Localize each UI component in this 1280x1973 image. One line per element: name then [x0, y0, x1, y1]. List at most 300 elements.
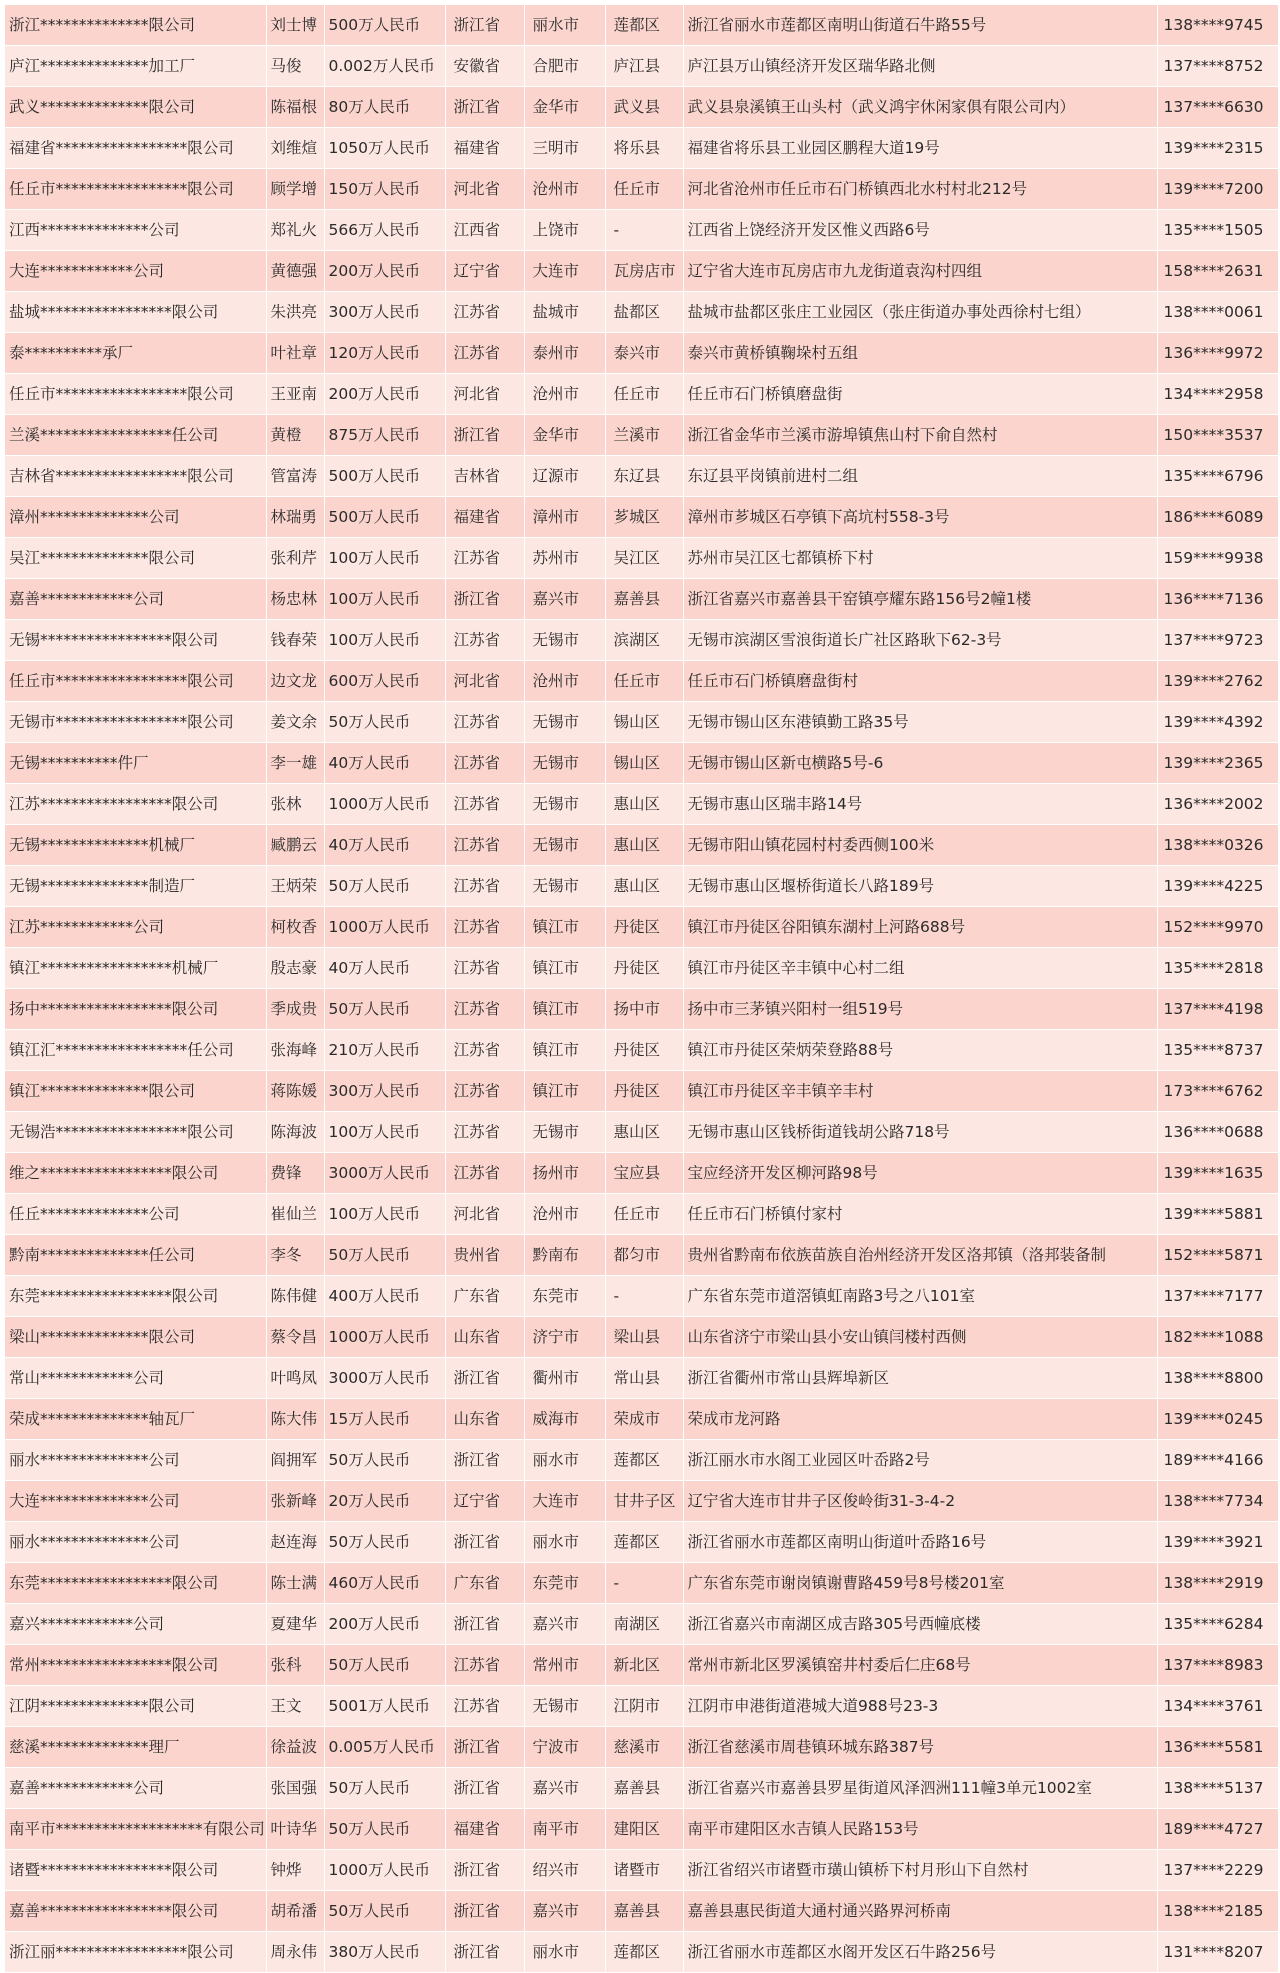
city-cell: 漳州市	[524, 497, 605, 538]
province-cell: 吉林省	[445, 456, 524, 497]
city-cell: 镇江市	[524, 989, 605, 1030]
address-cell: 无锡市滨湖区雪浪街道长广社区路耿下62-3号	[683, 620, 1157, 661]
province-cell: 江苏省	[445, 538, 524, 579]
legal-rep-cell: 陈海波	[266, 1112, 324, 1153]
district-cell: 梁山县	[605, 1317, 683, 1358]
registered-capital-cell: 566万人民币	[324, 210, 445, 251]
city-cell: 辽源市	[524, 456, 605, 497]
address-cell: 无锡市惠山区瑞丰路14号	[683, 784, 1157, 825]
legal-rep-cell: 张新峰	[266, 1481, 324, 1522]
legal-rep-cell: 张利芹	[266, 538, 324, 579]
table-row	[5, 1399, 1278, 1440]
phone-cell: 139****4392	[1157, 702, 1278, 743]
phone-cell: 134****3761	[1157, 1686, 1278, 1727]
registered-capital-cell: 100万人民币	[324, 538, 445, 579]
address-cell: 浙江省丽水市莲都区南明山街道石牛路55号	[683, 5, 1157, 46]
legal-rep-cell: 胡希潘	[266, 1891, 324, 1932]
province-cell: 浙江省	[445, 415, 524, 456]
registered-capital-cell: 50万人民币	[324, 989, 445, 1030]
registered-capital-cell: 0.005万人民币	[324, 1727, 445, 1768]
registered-capital-cell: 500万人民币	[324, 5, 445, 46]
address-cell: 浙江省丽水市莲都区水阁开发区石牛路256号	[683, 1932, 1157, 1973]
registered-capital-cell: 3000万人民币	[324, 1153, 445, 1194]
city-cell: 丽水市	[524, 5, 605, 46]
district-cell: 嘉善县	[605, 1891, 683, 1932]
company-name-cell: 诸暨*****************限公司	[5, 1850, 266, 1891]
address-cell: 广东省东莞市谢岗镇谢曹路459号8号楼201室	[683, 1563, 1157, 1604]
address-cell: 浙江省绍兴市诸暨市璜山镇桥下村月形山下自然村	[683, 1850, 1157, 1891]
city-cell: 东莞市	[524, 1563, 605, 1604]
district-cell: 丹徒区	[605, 1071, 683, 1112]
company-name-cell: 扬中*****************限公司	[5, 989, 266, 1030]
company-name-cell: 维之*****************限公司	[5, 1153, 266, 1194]
province-cell: 江苏省	[445, 1112, 524, 1153]
city-cell: 无锡市	[524, 784, 605, 825]
company-name-cell: 嘉善*****************限公司	[5, 1891, 266, 1932]
address-cell: 贵州省黔南布依族苗族自治州经济开发区洛邦镇（洛邦装备制	[683, 1235, 1157, 1276]
address-cell: 宝应经济开发区柳河路98号	[683, 1153, 1157, 1194]
table-row	[5, 743, 1278, 784]
table-row	[5, 1604, 1278, 1645]
city-cell: 无锡市	[524, 866, 605, 907]
registered-capital-cell: 300万人民币	[324, 1071, 445, 1112]
table-row	[5, 1276, 1278, 1317]
table-row	[5, 620, 1278, 661]
district-cell: 诸暨市	[605, 1850, 683, 1891]
district-cell: 常山县	[605, 1358, 683, 1399]
table-row	[5, 46, 1278, 87]
company-name-cell: 慈溪**************理厂	[5, 1727, 266, 1768]
registered-capital-cell: 100万人民币	[324, 1112, 445, 1153]
legal-rep-cell: 叶诗华	[266, 1809, 324, 1850]
city-cell: 丽水市	[524, 1522, 605, 1563]
city-cell: 无锡市	[524, 825, 605, 866]
city-cell: 镇江市	[524, 1071, 605, 1112]
table-row	[5, 292, 1278, 333]
legal-rep-cell: 王文	[266, 1686, 324, 1727]
legal-rep-cell: 叶社章	[266, 333, 324, 374]
city-cell: 金华市	[524, 87, 605, 128]
province-cell: 浙江省	[445, 1768, 524, 1809]
district-cell: 惠山区	[605, 866, 683, 907]
district-cell: 甘井子区	[605, 1481, 683, 1522]
legal-rep-cell: 杨忠林	[266, 579, 324, 620]
company-name-cell: 无锡**************机械厂	[5, 825, 266, 866]
district-cell: 莲都区	[605, 1932, 683, 1973]
city-cell: 沧州市	[524, 169, 605, 210]
city-cell: 嘉兴市	[524, 1768, 605, 1809]
table-row	[5, 333, 1278, 374]
district-cell: 兰溪市	[605, 415, 683, 456]
address-cell: 福建省将乐县工业园区鹏程大道19号	[683, 128, 1157, 169]
city-cell: 宁波市	[524, 1727, 605, 1768]
company-name-cell: 嘉兴************公司	[5, 1604, 266, 1645]
address-cell: 武义县泉溪镇王山头村（武义鸿宇休闲家俱有限公司内）	[683, 87, 1157, 128]
address-cell: 山东省济宁市梁山县小安山镇闫楼村西侧	[683, 1317, 1157, 1358]
phone-cell: 137****4198	[1157, 989, 1278, 1030]
city-cell: 三明市	[524, 128, 605, 169]
district-cell: 荣成市	[605, 1399, 683, 1440]
city-cell: 嘉兴市	[524, 579, 605, 620]
province-cell: 浙江省	[445, 1604, 524, 1645]
company-name-cell: 嘉善************公司	[5, 579, 266, 620]
registered-capital-cell: 50万人民币	[324, 1440, 445, 1481]
table-row	[5, 1112, 1278, 1153]
province-cell: 浙江省	[445, 1932, 524, 1973]
company-name-cell: 任丘**************公司	[5, 1194, 266, 1235]
company-name-cell: 庐江**************加工厂	[5, 46, 266, 87]
province-cell: 江苏省	[445, 784, 524, 825]
district-cell: 莲都区	[605, 1522, 683, 1563]
company-name-cell: 丽水**************公司	[5, 1522, 266, 1563]
phone-cell: 138****2919	[1157, 1563, 1278, 1604]
registered-capital-cell: 300万人民币	[324, 292, 445, 333]
address-cell: 苏州市吴江区七都镇桥下村	[683, 538, 1157, 579]
legal-rep-cell: 钟烨	[266, 1850, 324, 1891]
district-cell: 庐江县	[605, 46, 683, 87]
registered-capital-cell: 1000万人民币	[324, 1317, 445, 1358]
registered-capital-cell: 380万人民币	[324, 1932, 445, 1973]
company-name-cell: 江苏*****************限公司	[5, 784, 266, 825]
district-cell: 吴江区	[605, 538, 683, 579]
table-row	[5, 1932, 1278, 1973]
company-name-cell: 无锡*****************限公司	[5, 620, 266, 661]
city-cell: 东莞市	[524, 1276, 605, 1317]
registered-capital-cell: 40万人民币	[324, 825, 445, 866]
phone-cell: 135****2818	[1157, 948, 1278, 989]
company-name-cell: 吉林省*****************限公司	[5, 456, 266, 497]
company-name-cell: 江西**************公司	[5, 210, 266, 251]
district-cell: 南湖区	[605, 1604, 683, 1645]
phone-cell: 137****2229	[1157, 1850, 1278, 1891]
province-cell: 福建省	[445, 497, 524, 538]
district-cell: 建阳区	[605, 1809, 683, 1850]
table-row	[5, 1563, 1278, 1604]
company-name-cell: 梁山**************限公司	[5, 1317, 266, 1358]
phone-cell: 189****4727	[1157, 1809, 1278, 1850]
company-name-cell: 荣成**************轴瓦厂	[5, 1399, 266, 1440]
legal-rep-cell: 赵连海	[266, 1522, 324, 1563]
registered-capital-cell: 1000万人民币	[324, 1850, 445, 1891]
province-cell: 浙江省	[445, 87, 524, 128]
registered-capital-cell: 500万人民币	[324, 456, 445, 497]
address-cell: 任丘市石门桥镇付家村	[683, 1194, 1157, 1235]
city-cell: 上饶市	[524, 210, 605, 251]
registered-capital-cell: 80万人民币	[324, 87, 445, 128]
address-cell: 扬中市三茅镇兴阳村一组519号	[683, 989, 1157, 1030]
address-cell: 无锡市锡山区新屯横路5号-6	[683, 743, 1157, 784]
company-name-cell: 无锡浩*****************限公司	[5, 1112, 266, 1153]
phone-cell: 136****7136	[1157, 579, 1278, 620]
district-cell: 丹徒区	[605, 1030, 683, 1071]
province-cell: 江苏省	[445, 1645, 524, 1686]
company-name-cell: 任丘市*****************限公司	[5, 661, 266, 702]
city-cell: 沧州市	[524, 661, 605, 702]
table-row	[5, 538, 1278, 579]
address-cell: 任丘市石门桥镇磨盘街	[683, 374, 1157, 415]
province-cell: 浙江省	[445, 1358, 524, 1399]
city-cell: 南平市	[524, 1809, 605, 1850]
phone-cell: 138****9745	[1157, 5, 1278, 46]
city-cell: 合肥市	[524, 46, 605, 87]
province-cell: 安徽省	[445, 46, 524, 87]
phone-cell: 138****0061	[1157, 292, 1278, 333]
province-cell: 江苏省	[445, 702, 524, 743]
legal-rep-cell: 崔仙兰	[266, 1194, 324, 1235]
table-row	[5, 989, 1278, 1030]
province-cell: 浙江省	[445, 579, 524, 620]
city-cell: 镇江市	[524, 1030, 605, 1071]
province-cell: 江苏省	[445, 743, 524, 784]
company-name-cell: 江阴**************限公司	[5, 1686, 266, 1727]
district-cell: 莲都区	[605, 1440, 683, 1481]
table-row	[5, 661, 1278, 702]
city-cell: 绍兴市	[524, 1850, 605, 1891]
city-cell: 嘉兴市	[524, 1891, 605, 1932]
company-name-cell: 南平市*******************有限公司	[5, 1809, 266, 1850]
phone-cell: 136****0688	[1157, 1112, 1278, 1153]
city-cell: 苏州市	[524, 538, 605, 579]
city-cell: 无锡市	[524, 1686, 605, 1727]
district-cell: 扬中市	[605, 989, 683, 1030]
company-name-cell: 常州*****************限公司	[5, 1645, 266, 1686]
company-name-cell: 浙江**************限公司	[5, 5, 266, 46]
phone-cell: 137****9723	[1157, 620, 1278, 661]
registered-capital-cell: 400万人民币	[324, 1276, 445, 1317]
company-name-cell: 任丘市*****************限公司	[5, 374, 266, 415]
address-cell: 镇江市丹徒区辛丰镇中心村二组	[683, 948, 1157, 989]
company-name-cell: 镇江**************限公司	[5, 1071, 266, 1112]
province-cell: 江苏省	[445, 620, 524, 661]
city-cell: 大连市	[524, 251, 605, 292]
city-cell: 济宁市	[524, 1317, 605, 1358]
phone-cell: 159****9938	[1157, 538, 1278, 579]
legal-rep-cell: 叶鸣凤	[266, 1358, 324, 1399]
legal-rep-cell: 陈大伟	[266, 1399, 324, 1440]
registered-capital-cell: 40万人民币	[324, 743, 445, 784]
phone-cell: 138****5137	[1157, 1768, 1278, 1809]
province-cell: 江西省	[445, 210, 524, 251]
legal-rep-cell: 臧鹏云	[266, 825, 324, 866]
legal-rep-cell: 季成贵	[266, 989, 324, 1030]
registered-capital-cell: 50万人民币	[324, 1768, 445, 1809]
province-cell: 福建省	[445, 128, 524, 169]
district-cell: 瓦房店市	[605, 251, 683, 292]
phone-cell: 137****7177	[1157, 1276, 1278, 1317]
province-cell: 江苏省	[445, 292, 524, 333]
legal-rep-cell: 刘士博	[266, 5, 324, 46]
district-cell: -	[605, 1563, 683, 1604]
registered-capital-cell: 1050万人民币	[324, 128, 445, 169]
city-cell: 泰州市	[524, 333, 605, 374]
phone-cell: 138****8800	[1157, 1358, 1278, 1399]
province-cell: 浙江省	[445, 1440, 524, 1481]
registered-capital-cell: 50万人民币	[324, 702, 445, 743]
address-cell: 常州市新北区罗溪镇窑井村委后仁庄68号	[683, 1645, 1157, 1686]
city-cell: 常州市	[524, 1645, 605, 1686]
legal-rep-cell: 林瑞勇	[266, 497, 324, 538]
table-row	[5, 415, 1278, 456]
legal-rep-cell: 张科	[266, 1645, 324, 1686]
district-cell: 丹徒区	[605, 948, 683, 989]
table-row	[5, 579, 1278, 620]
phone-cell: 139****3921	[1157, 1522, 1278, 1563]
address-cell: 江阴市申港街道港城大道988号23-3	[683, 1686, 1157, 1727]
legal-rep-cell: 殷志豪	[266, 948, 324, 989]
table-row	[5, 1481, 1278, 1522]
company-name-cell: 嘉善************公司	[5, 1768, 266, 1809]
legal-rep-cell: 姜文余	[266, 702, 324, 743]
city-cell: 盐城市	[524, 292, 605, 333]
table-row	[5, 169, 1278, 210]
legal-rep-cell: 刘维煊	[266, 128, 324, 169]
table-row	[5, 1235, 1278, 1276]
legal-rep-cell: 陈伟健	[266, 1276, 324, 1317]
legal-rep-cell: 边文龙	[266, 661, 324, 702]
district-cell: 任丘市	[605, 661, 683, 702]
company-table	[5, 5, 1279, 1973]
address-cell: 广东省东莞市道滘镇虹南路3号之八101室	[683, 1276, 1157, 1317]
district-cell: 江阴市	[605, 1686, 683, 1727]
address-cell: 镇江市丹徒区荣炳荣登路88号	[683, 1030, 1157, 1071]
table-row	[5, 1768, 1278, 1809]
phone-cell: 139****0245	[1157, 1399, 1278, 1440]
province-cell: 山东省	[445, 1399, 524, 1440]
legal-rep-cell: 蔡令昌	[266, 1317, 324, 1358]
table-row	[5, 825, 1278, 866]
registered-capital-cell: 1000万人民币	[324, 907, 445, 948]
registered-capital-cell: 200万人民币	[324, 1604, 445, 1645]
address-cell: 南平市建阳区水吉镇人民路153号	[683, 1809, 1157, 1850]
district-cell: 惠山区	[605, 1112, 683, 1153]
legal-rep-cell: 郑礼火	[266, 210, 324, 251]
phone-cell: 139****1635	[1157, 1153, 1278, 1194]
address-cell: 江西省上饶经济开发区惟义西路6号	[683, 210, 1157, 251]
district-cell: 都匀市	[605, 1235, 683, 1276]
province-cell: 河北省	[445, 1194, 524, 1235]
company-name-cell: 任丘市*****************限公司	[5, 169, 266, 210]
address-cell: 浙江省衢州市常山县辉埠新区	[683, 1358, 1157, 1399]
company-name-cell: 吴江**************限公司	[5, 538, 266, 579]
district-cell: 将乐县	[605, 128, 683, 169]
registered-capital-cell: 500万人民币	[324, 497, 445, 538]
registered-capital-cell: 0.002万人民币	[324, 46, 445, 87]
company-name-cell: 无锡**********件厂	[5, 743, 266, 784]
table-row	[5, 907, 1278, 948]
district-cell: 武义县	[605, 87, 683, 128]
city-cell: 镇江市	[524, 948, 605, 989]
table-row	[5, 1522, 1278, 1563]
address-cell: 浙江丽水市水阁工业园区叶岙路2号	[683, 1440, 1157, 1481]
company-name-cell: 武义**************限公司	[5, 87, 266, 128]
address-cell: 浙江省金华市兰溪市游埠镇焦山村下俞自然村	[683, 415, 1157, 456]
city-cell: 无锡市	[524, 702, 605, 743]
registered-capital-cell: 460万人民币	[324, 1563, 445, 1604]
address-cell: 荣成市龙河路	[683, 1399, 1157, 1440]
district-cell: 莲都区	[605, 5, 683, 46]
phone-cell: 158****2631	[1157, 251, 1278, 292]
city-cell: 大连市	[524, 1481, 605, 1522]
table-row	[5, 1645, 1278, 1686]
province-cell: 贵州省	[445, 1235, 524, 1276]
province-cell: 江苏省	[445, 948, 524, 989]
address-cell: 辽宁省大连市甘井子区俊岭街31-3-4-2	[683, 1481, 1157, 1522]
company-name-cell: 江苏************公司	[5, 907, 266, 948]
province-cell: 河北省	[445, 169, 524, 210]
address-cell: 任丘市石门桥镇磨盘街村	[683, 661, 1157, 702]
district-cell: 芗城区	[605, 497, 683, 538]
legal-rep-cell: 李冬	[266, 1235, 324, 1276]
address-cell: 浙江省嘉兴市嘉善县罗星街道风泽泗洲111幢3单元1002室	[683, 1768, 1157, 1809]
registered-capital-cell: 150万人民币	[324, 169, 445, 210]
address-cell: 无锡市阳山镇花园村村委西侧100米	[683, 825, 1157, 866]
district-cell: 任丘市	[605, 169, 683, 210]
legal-rep-cell: 顾学增	[266, 169, 324, 210]
phone-cell: 139****5881	[1157, 1194, 1278, 1235]
province-cell: 江苏省	[445, 1153, 524, 1194]
district-cell: 滨湖区	[605, 620, 683, 661]
registered-capital-cell: 5001万人民币	[324, 1686, 445, 1727]
address-cell: 浙江省嘉兴市南湖区成吉路305号西幢底楼	[683, 1604, 1157, 1645]
legal-rep-cell: 蒋陈媛	[266, 1071, 324, 1112]
company-name-cell: 大连************公司	[5, 251, 266, 292]
district-cell: -	[605, 1276, 683, 1317]
city-cell: 金华市	[524, 415, 605, 456]
registered-capital-cell: 20万人民币	[324, 1481, 445, 1522]
legal-rep-cell: 马俊	[266, 46, 324, 87]
district-cell: 新北区	[605, 1645, 683, 1686]
province-cell: 江苏省	[445, 1686, 524, 1727]
city-cell: 沧州市	[524, 1194, 605, 1235]
legal-rep-cell: 管富涛	[266, 456, 324, 497]
table-row	[5, 1727, 1278, 1768]
district-cell: 嘉善县	[605, 579, 683, 620]
city-cell: 扬州市	[524, 1153, 605, 1194]
legal-rep-cell: 王亚南	[266, 374, 324, 415]
legal-rep-cell: 张林	[266, 784, 324, 825]
address-cell: 东辽县平岗镇前进村二组	[683, 456, 1157, 497]
province-cell: 江苏省	[445, 866, 524, 907]
table-row	[5, 948, 1278, 989]
registered-capital-cell: 3000万人民币	[324, 1358, 445, 1399]
province-cell: 江苏省	[445, 825, 524, 866]
legal-rep-cell: 黄德强	[266, 251, 324, 292]
company-name-cell: 盐城*****************限公司	[5, 292, 266, 333]
table-row	[5, 1686, 1278, 1727]
table-row	[5, 1153, 1278, 1194]
table-row	[5, 702, 1278, 743]
company-name-cell: 大连**************公司	[5, 1481, 266, 1522]
table-row	[5, 1891, 1278, 1932]
district-cell: 锡山区	[605, 702, 683, 743]
table-row	[5, 456, 1278, 497]
company-name-cell: 无锡市*****************限公司	[5, 702, 266, 743]
registered-capital-cell: 15万人民币	[324, 1399, 445, 1440]
table-row	[5, 1440, 1278, 1481]
registered-capital-cell: 100万人民币	[324, 579, 445, 620]
phone-cell: 135****1505	[1157, 210, 1278, 251]
city-cell: 沧州市	[524, 374, 605, 415]
province-cell: 广东省	[445, 1563, 524, 1604]
city-cell: 威海市	[524, 1399, 605, 1440]
city-cell: 无锡市	[524, 743, 605, 784]
district-cell: 惠山区	[605, 784, 683, 825]
registered-capital-cell: 120万人民币	[324, 333, 445, 374]
phone-cell: 189****4166	[1157, 1440, 1278, 1481]
province-cell: 辽宁省	[445, 1481, 524, 1522]
phone-cell: 173****6762	[1157, 1071, 1278, 1112]
address-cell: 庐江县万山镇经济开发区瑞华路北侧	[683, 46, 1157, 87]
